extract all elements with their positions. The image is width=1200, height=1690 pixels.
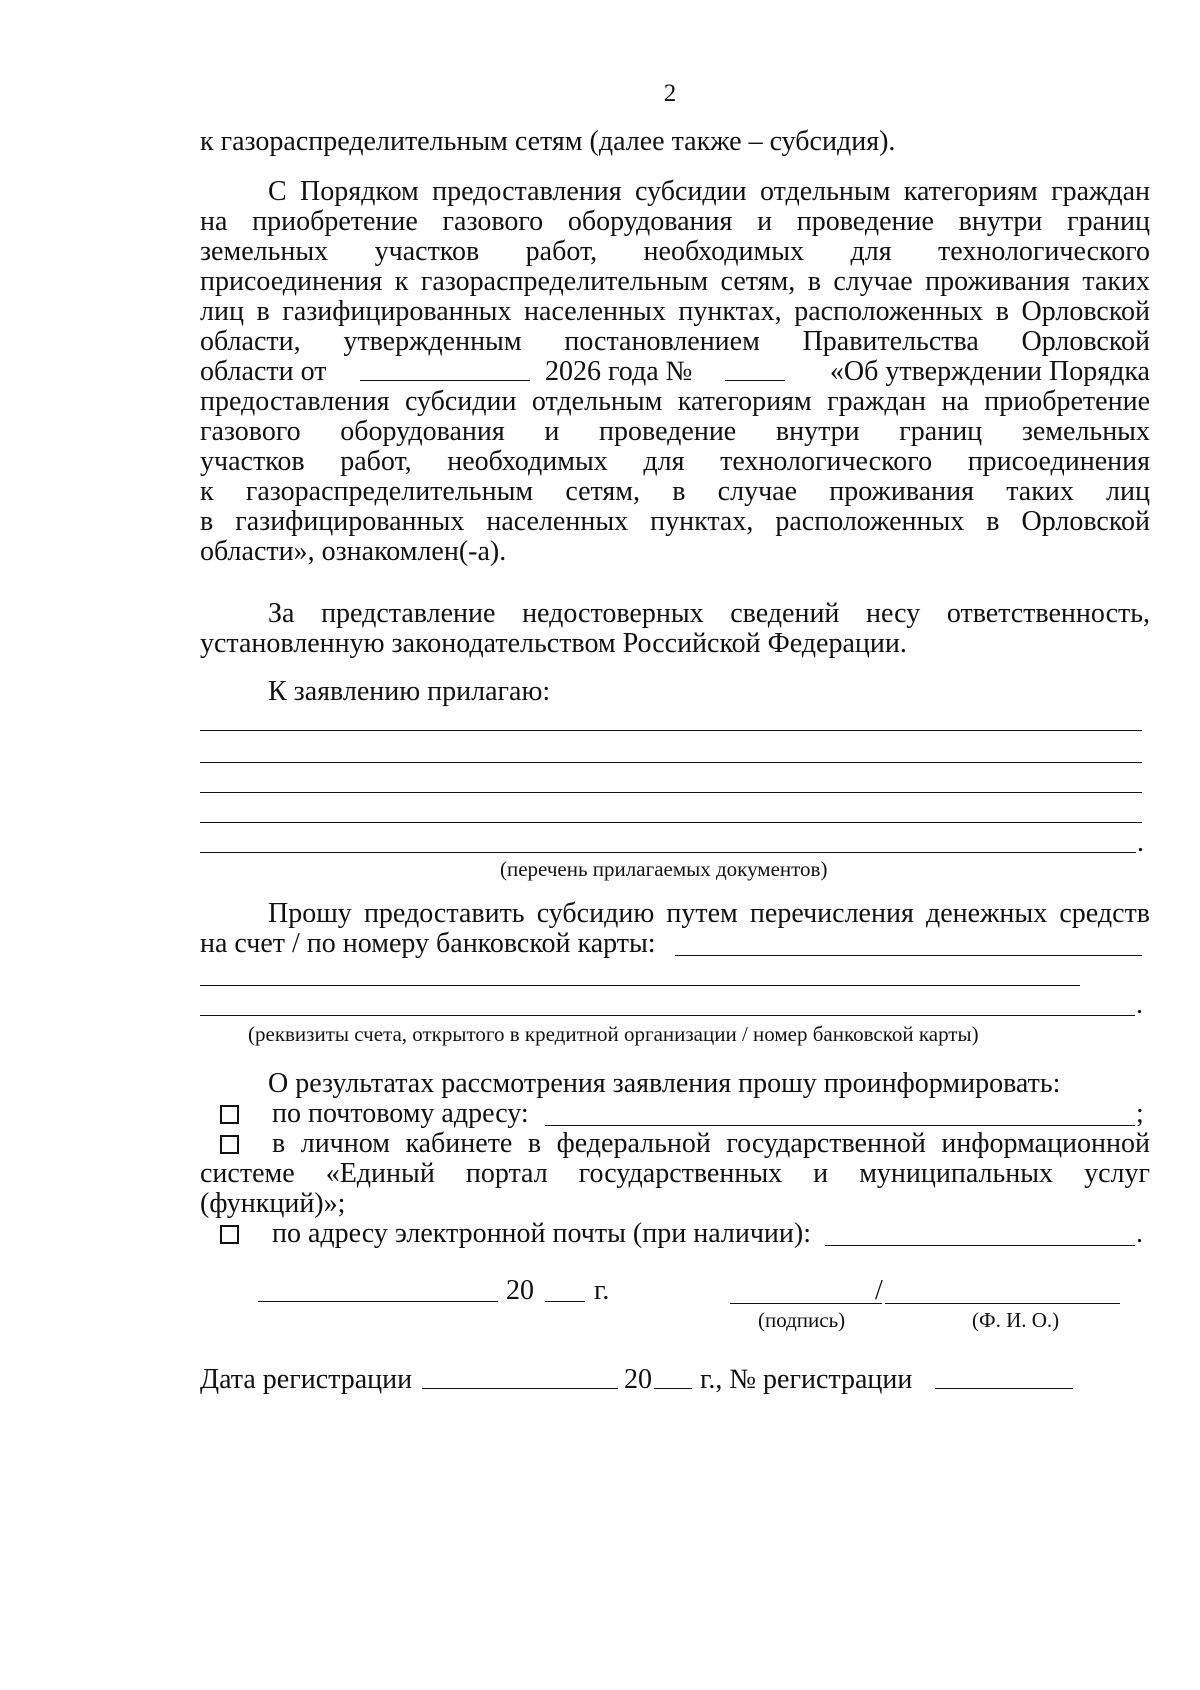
familiarization-line-9: газового оборудования и проведение внутри границ земельных [200,416,1150,447]
subsidy-request-label: на счет / по номеру банковской карты: [200,928,656,959]
sign-date-blank[interactable] [258,1301,498,1302]
attachment-line-2[interactable] [200,762,1142,763]
account-blank-3[interactable] [200,1015,1135,1016]
sign-year-blank[interactable] [545,1301,585,1302]
familiarization-last-line: области», ознакомлен(-а). [200,536,507,567]
account-blank-1[interactable] [675,955,1142,956]
familiarization-line-2: на приобретение газового оборудования и проведение внутри границ [200,206,1150,237]
attachments-label: К заявлению прилагаю: [268,676,551,707]
subsidy-request-line-1: Прошу предоставить субсидию путем перечисления денежных средств [268,898,1150,929]
portal-checkbox[interactable] [220,1135,239,1154]
portal-option-line-1: в личном кабинете в федеральной государственной информационной [272,1128,1150,1159]
email-end-mark: . [1136,1218,1143,1249]
sign-year-prefix: 20 [506,1275,534,1306]
registration-number-blank[interactable] [935,1364,1073,1389]
attachments-end-mark: . [1137,827,1144,858]
postal-address-blank[interactable] [545,1125,1135,1126]
line7-year: 2026 года № [545,356,693,387]
postal-checkbox[interactable] [220,1105,239,1124]
registration-year-blank[interactable] [654,1364,692,1389]
familiarization-line-5: лиц в газифицированных населенных пунктах, расположенных в Орловской [200,296,1150,327]
attachment-line-1[interactable] [200,730,1142,731]
full-name-caption: (Ф. И. О.) [972,1308,1060,1332]
line7-end: «Об утверждении Порядка [829,356,1150,387]
familiarization-line-4: присоединения к газораспределительным сетям, в случае проживания таких [200,266,1150,297]
decree-date-blank[interactable] [360,356,530,381]
registration-date-label: Дата регистрации [200,1364,413,1395]
attachment-line-4[interactable] [200,822,1142,823]
signature-blank[interactable] [730,1303,882,1304]
portal-option-line-2: системе «Единый портал государственных и муниципальных услуг [200,1158,1150,1189]
familiarization-line-10: участков работ, необходимых для технологического присоединения [200,446,1150,477]
familiarization-line-1: С Порядком предоставления субсидии отдельным категориям граждан [268,176,1150,207]
signature-caption: (подпись) [758,1308,846,1332]
familiarization-line-12: в газифицированных населенных пунктах, расположенных в Орловской [200,506,1150,537]
familiarization-line-6: области, утвержденным постановлением Правительства Орловской [200,326,1150,357]
attachment-line-3[interactable] [200,792,1142,793]
registration-date-blank[interactable] [422,1364,618,1389]
responsibility-line-2: установленную законодательством Российской Федерации. [200,628,907,659]
page-number: 2 [663,80,677,107]
familiarization-line-3: земельных участков работ, необходимых для технологического [200,236,1150,267]
registration-number-label: г., № регистрации [700,1364,913,1395]
line7-start: области от [200,356,327,387]
intro-line: к газораспределительным сетям (далее также – субсидия). [200,126,896,157]
sign-year-suffix: г. [594,1275,610,1306]
registration-year-prefix: 20 [624,1364,652,1395]
familiarization-line-8: предоставления субсидии отдельным категориям граждан на приобретение [200,386,1150,417]
email-checkbox[interactable] [220,1225,239,1244]
postal-end-mark: ; [1136,1098,1144,1129]
responsibility-line-1: За представление недостоверных сведений несу ответственность, [268,598,1150,629]
attachments-caption: (перечень прилагаемых документов) [500,857,828,881]
account-blank-2[interactable] [200,985,1080,986]
decree-number-blank[interactable] [725,356,785,381]
portal-option-line-3: (функций)»; [200,1188,346,1219]
full-name-blank[interactable] [885,1303,1120,1304]
email-option-label: по адресу электронной почты (при наличии): [272,1218,811,1249]
account-end-mark: . [1136,989,1143,1020]
notification-heading: О результатах рассмотрения заявления прошу проинформировать: [268,1068,1061,1099]
attachment-line-5[interactable] [200,852,1136,853]
email-blank[interactable] [825,1245,1135,1246]
familiarization-line-11: к газораспределительным сетям, в случае проживания таких лиц [200,476,1150,507]
signature-slash: / [875,1275,883,1306]
postal-option-label: по почтовому адресу: [272,1098,529,1129]
account-caption: (реквизиты счета, открытого в кредитной организации / номер банковской карты) [248,1022,979,1046]
